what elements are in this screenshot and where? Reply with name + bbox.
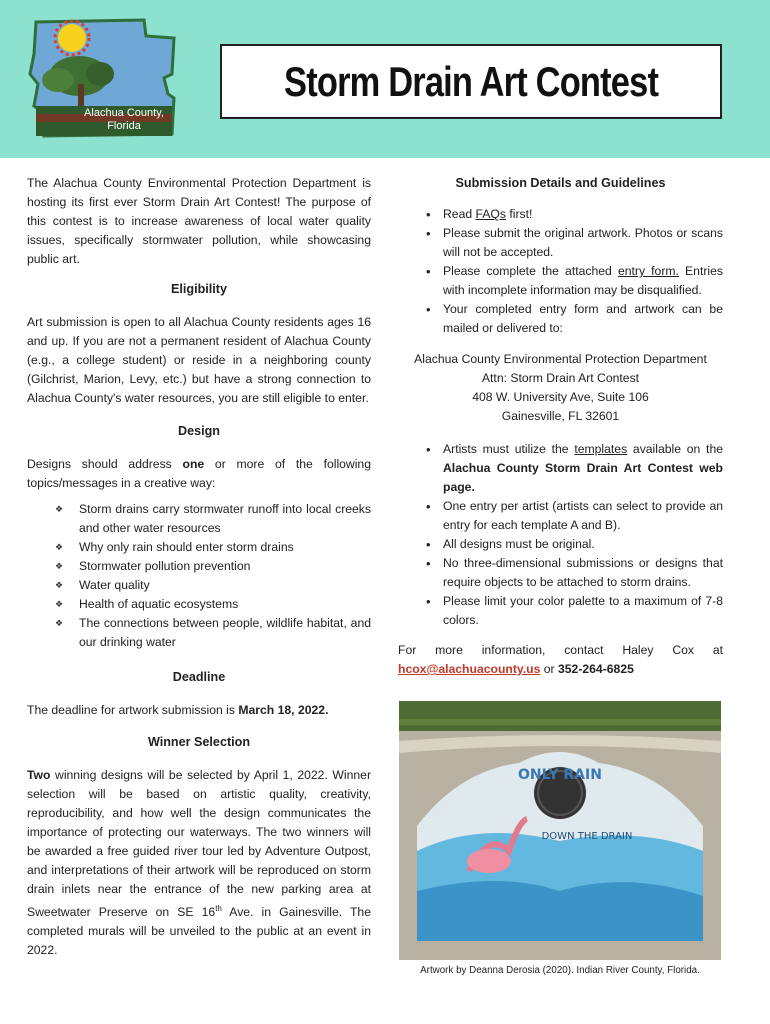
email-link[interactable]: hcox@alachuacounty.us <box>398 662 541 676</box>
storm-drain-artwork-photo <box>399 701 721 960</box>
list-item: • Read FAQs first! <box>398 205 723 224</box>
design-heading: Design <box>178 424 220 438</box>
entry-form-link[interactable]: entry form. <box>617 264 679 278</box>
address-line: Alachua County Environmental Protection Department <box>414 352 707 366</box>
list-item: ❖ Health of aquatic ecosystems <box>27 595 371 614</box>
templates-link[interactable]: templates <box>574 442 628 456</box>
deadline-heading: Deadline <box>172 670 226 684</box>
list-item: • Please complete the attached entry form. Entries with incomplete information may be disqualified. <box>398 262 723 300</box>
address-line: Attn: Storm Drain Art Contest <box>481 371 640 385</box>
list-item: • No three-dimensional submissions or designs that require objects to be attached to storm drains. <box>398 554 723 592</box>
winner-selection-heading: Winner Selection <box>147 735 251 749</box>
list-item: ❖ Why only rain should enter storm drains <box>27 538 371 557</box>
list-item: • Your completed entry form and artwork can be mailed or delivered to: <box>398 300 723 338</box>
contact-line: For more information, contact Haley Cox at <box>398 643 723 657</box>
list-item: ❖ Storm drains carry stormwater runoff into local creeks and other water resources <box>27 500 371 538</box>
address-line: Gainesville, FL 32601 <box>501 409 620 423</box>
contact-details: hcox@alachuacounty.us or 352-264-6825 <box>398 662 634 676</box>
address-line: 408 W. University Ave, Suite 106 <box>472 390 649 404</box>
list-item: ❖ The connections between people, wildlife habitat, and our drinking water <box>27 614 371 652</box>
alachua-county-logo <box>24 14 182 144</box>
list-item: ❖ Water quality <box>27 576 371 595</box>
list-item: • One entry per artist (artists can select to provide an entry for each template A and B). <box>398 497 723 535</box>
left-column <box>27 174 371 960</box>
list-item: • Please limit your color palette to a maximum of 7-8 colors. <box>398 592 723 630</box>
deadline-paragraph: The deadline for artwork submission is March 18, 2022. <box>27 703 329 717</box>
requirements-list <box>398 440 723 630</box>
faqs-link[interactable]: FAQs <box>475 207 507 221</box>
list-item: • Please submit the original artwork. Photos or scans will not be accepted. <box>398 224 723 262</box>
right-column <box>398 174 723 679</box>
logo-text-line1: Alachua County, <box>84 107 164 119</box>
eligibility-heading: Eligibility <box>171 282 227 296</box>
mailing-address <box>398 350 723 426</box>
winner-paragraph: Two winning designs will be selected by April 1, 2022. Winner selection will be based on artistic quality, creativity, reproducibility, and how well the design communicates the importance of protecting our waterways. The two winners will be awarded a free guided river tour led by Adventure Outpost, and interpretations of their artwork will be reproduced on storm drain inlets near the entrance of the new parking area at Sweetwater Preserve on SE 16th Ave. in Gainesville. The completed murals will be unveiled to the public at an event in 2022. <box>27 768 371 958</box>
logo-text-line2: Florida <box>107 120 141 132</box>
design-intro: Designs should address one or more of the following topics/messages in a creative way: <box>27 457 371 490</box>
artwork-bottom-text: DOWN THE DRAIN <box>541 831 633 842</box>
list-item: • Artists must utilize the templates available on the Alachua County Storm Drain Art Contest web page. <box>398 440 723 497</box>
eligibility-paragraph: Art submission is open to all Alachua County residents ages 16 and up. If you are not a permanent resident of Alachua County (e.g., a college student) or reside in a neighboring county (Gilchrist, Marion, Levy, etc.) but have a strong connection to Alachua County's water resources, you are still eligible to enter. <box>27 315 371 405</box>
guidelines-heading: Submission Details and Guidelines <box>455 176 666 190</box>
phone-number: 352-264-6825 <box>557 662 634 676</box>
guidelines-list <box>398 205 723 338</box>
list-item: • All designs must be original. <box>398 535 723 554</box>
page-header <box>0 0 770 158</box>
intro-paragraph: The Alachua County Environmental Protection Department is hosting its first ever Storm Drain Art Contest! The purpose of this contest is to increase awareness of local water quality issues, specifically stormwater pollution, while showcasing public art. <box>27 176 371 266</box>
list-item: ❖ Stormwater pollution prevention <box>27 557 371 576</box>
topics-list <box>27 500 371 652</box>
page-title: Storm Drain Art Contest <box>283 57 659 105</box>
photo-caption: Artwork by Deanna Derosia (2020). Indian River County, Florida. <box>420 965 700 976</box>
artwork-top-text: ONLY RAIN <box>518 767 602 783</box>
web-page-link[interactable]: Alachua County Storm Drain Art Contest web page. <box>443 461 723 494</box>
title-box <box>220 44 722 119</box>
